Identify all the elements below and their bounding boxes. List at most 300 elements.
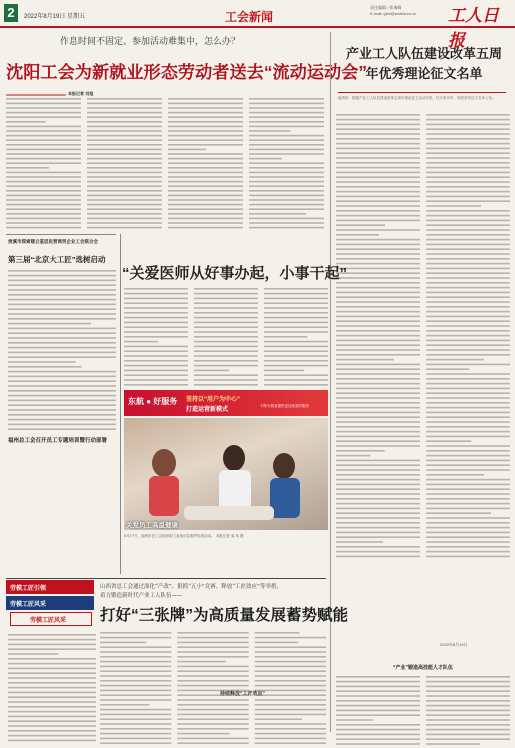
text-line [177,738,248,740]
text-line [336,114,420,116]
text-line [255,661,326,663]
left-headline: 第三届“北京大工匠”选树启动 [8,255,106,264]
text-line [336,705,420,707]
text-line [426,287,510,289]
bottom-right-title: “产业”锻造高技能人才队伍 [392,665,453,671]
text-line [168,208,243,210]
text-line [336,460,420,462]
text-line [87,227,162,229]
text-line [8,380,116,382]
text-line [426,128,510,130]
text-line [426,215,510,217]
text-line [336,133,420,135]
text-line [426,517,510,519]
text-line [8,395,116,397]
text-line [264,346,328,348]
text-line [336,325,420,327]
text-line [100,680,171,682]
text-line [100,670,171,672]
text-line [255,651,326,653]
text-line [426,340,510,342]
text-line [100,642,146,644]
text-line [249,195,324,197]
text-line [168,98,243,100]
bl-title: 劳模工匠风采 [30,618,67,624]
text-line [177,714,248,716]
text-line [264,293,328,295]
text-line [8,275,116,277]
text-line [336,234,379,236]
center-text-columns [124,284,328,386]
text-line [249,107,324,109]
lead-headline: 沈阳工会为新就业形态劳动者送去“流动运动会” [6,62,367,82]
text-line [8,390,116,392]
text-line [336,397,420,399]
text-line [264,336,307,338]
text-line [426,464,510,466]
text-line [336,124,420,126]
text-line [87,139,162,141]
text-line [194,298,258,300]
text-line [6,172,81,174]
text-line [336,676,420,678]
bl-label: 劳模工匠风采 [10,602,47,608]
text-line [124,307,188,309]
text-line [426,536,510,538]
text-line [87,181,162,183]
text-line [8,356,116,358]
text-line [426,686,510,688]
text-line [426,734,510,736]
text-line [426,354,510,356]
text-line [194,365,258,367]
text-line [8,323,91,325]
text-line [426,503,510,505]
page-number: 2 [4,4,18,22]
text-line [124,379,188,381]
text-line [426,392,510,394]
text-line [336,292,420,294]
text-line [8,347,116,349]
text-line [249,116,324,118]
text-line [8,682,96,684]
text-line [336,258,420,260]
text-line [336,455,370,457]
text-line [336,522,420,524]
text-line [177,651,248,653]
text-line [168,121,243,123]
text-line [336,508,420,510]
text-line [426,311,510,313]
text-line [177,670,248,672]
text-line [6,116,81,118]
text-line [6,218,81,220]
text-line [6,158,81,160]
text-line [100,632,171,634]
text-line [6,144,81,146]
text-line [426,421,510,423]
text-line [6,195,81,197]
text-line [426,224,510,226]
text-line [6,199,81,201]
text-line [426,186,510,188]
text-line [6,162,81,164]
text-line [255,642,299,644]
text-line [336,431,420,433]
text-line [426,210,510,212]
issue-date: 2022年8月19日 星期五 [24,14,86,20]
bottom-banner-text: 劳模工匠引领 [10,586,47,592]
text-line [8,376,116,378]
text-line [336,681,420,683]
text-line [168,116,243,118]
text-line [124,322,188,324]
text-line [426,200,510,202]
text-line [255,690,326,692]
text-line [8,424,116,426]
text-line [124,293,188,295]
text-line [336,181,420,183]
text-line [249,172,324,174]
text-line [426,436,510,438]
text-line [264,374,328,376]
text-line [87,149,162,151]
text-line [336,551,420,553]
text-line [8,318,116,320]
text-line [8,653,58,655]
left-text-column [8,266,116,578]
text-line [336,277,420,279]
text-line [87,158,162,160]
text-line [264,384,328,386]
text-line [8,371,116,373]
text-line [249,98,324,100]
text-line [255,704,326,706]
text-line [264,307,328,309]
date-note: 2022年8月19日 [440,642,468,647]
text-line [264,322,328,324]
text-line [100,656,171,658]
text-line [124,355,188,357]
text-line [168,130,243,132]
text-line [194,374,258,376]
text-line [255,656,326,658]
bottom-text-columns [100,628,326,746]
text-line [100,733,171,735]
text-line [249,227,324,229]
text-line [336,205,420,207]
promo-tag: 不断为旅客提供更加优质的服务 [260,404,309,408]
text-line [426,695,510,697]
text-line [168,222,243,224]
text-line [336,138,420,140]
text-line [8,328,116,330]
text-line [8,270,116,272]
text-line [426,484,510,486]
text-line [336,440,420,442]
text-line [168,227,243,229]
text-line [336,734,420,736]
text-line [249,112,324,114]
text-line [255,742,326,744]
text-line [336,743,420,745]
text-line [426,546,510,548]
text-line [168,199,243,201]
text-line [124,350,188,352]
text-line [8,716,96,718]
text-line [336,546,420,548]
text-line [177,742,248,744]
lead-byline: 本报记者 刘旭 [68,91,94,96]
text-line [8,332,116,334]
text-line [8,696,96,698]
text-line [177,733,229,735]
text-line [336,536,420,538]
text-line [426,729,510,731]
text-line [6,153,81,155]
photo-illustration [124,418,328,530]
text-line [255,646,326,648]
text-line [336,700,420,702]
text-line [336,335,420,337]
text-line [87,135,162,137]
text-line [168,112,243,114]
text-line [168,139,243,141]
text-line [194,384,258,386]
text-line [426,388,510,390]
text-line [426,498,510,500]
text-line [8,720,96,722]
text-line [194,341,258,343]
bottom-right-text [336,672,510,746]
text-line [426,714,510,716]
text-line [426,724,510,726]
text-line [194,331,258,333]
text-line [87,121,162,123]
text-line [426,167,510,169]
text-line [426,532,510,534]
text-line [426,234,510,236]
text-line [336,368,420,370]
text-line [249,167,324,169]
text-line [177,699,248,701]
text-line [8,308,116,310]
text-line [124,384,188,386]
text-line [264,331,328,333]
text-line [249,185,324,187]
text-line [264,312,328,314]
text-line [87,172,162,174]
text-line [336,224,385,226]
text-line [426,378,510,380]
left-subhead: 福州总工会召开员工专题培训暨行动部署 [8,438,108,444]
photo-caption-title: 关爱员工高温健康 [126,522,178,529]
text-line [336,373,420,375]
text-line [124,298,188,300]
text-line [336,162,420,164]
text-line [100,637,171,639]
text-line [6,139,81,141]
text-line [8,414,116,416]
text-line [6,130,81,132]
text-line [336,148,420,150]
text-line [6,176,81,178]
text-line [426,416,510,418]
text-line [194,326,258,328]
text-line [336,686,420,688]
text-line [177,685,248,687]
text-line [336,527,420,529]
text-line [336,729,420,731]
text-line [336,541,383,543]
text-line [426,368,469,370]
text-line [426,349,510,351]
text-line [426,359,484,361]
text-line [8,687,96,689]
text-line [255,728,326,730]
text-line [426,272,510,274]
text-line [264,288,328,290]
text-line [194,317,258,319]
text-line [8,299,116,301]
text-line [255,694,326,696]
text-line [168,204,243,206]
text-line [249,130,290,132]
text-line [336,311,420,313]
text-line [426,119,510,121]
text-line [8,313,116,315]
text-line [426,479,510,481]
text-line [336,695,420,697]
text-line [336,714,420,716]
text-line [194,379,258,381]
news-photo [124,418,328,530]
text-line [426,676,510,678]
text-line [100,723,171,725]
text-line [6,103,81,105]
text-line [6,149,81,151]
text-line [8,735,96,737]
text-line [336,512,420,514]
text-line [336,287,420,289]
text-line [336,176,420,178]
text-line [426,196,510,198]
text-line [336,469,420,471]
text-line [168,162,243,164]
text-line [100,718,171,720]
text-line [168,144,243,146]
text-line [255,680,326,682]
text-line [255,738,326,740]
text-line [426,551,510,553]
text-line [426,176,510,178]
text-line [336,239,420,241]
text-line [426,330,510,332]
text-line [426,292,510,294]
text-line [426,412,510,414]
text-line [264,317,328,319]
text-line [255,699,326,701]
bottom-subhead: 持续释放“工匠效应” [220,691,266,697]
text-line [426,445,510,447]
text-line [87,167,162,169]
text-line [336,306,420,308]
text-line [177,680,248,682]
text-line [426,541,510,543]
text-line [168,181,243,183]
text-line [255,709,326,711]
text-line [426,373,510,375]
text-line [336,738,420,740]
text-line [264,365,328,367]
text-line [264,341,328,343]
text-line [100,651,171,653]
text-line [336,426,420,428]
text-line [124,370,188,372]
text-line [100,646,171,648]
text-line [426,268,510,270]
text-line [426,152,510,154]
text-line [168,195,243,197]
text-line [336,364,420,366]
text-line [336,268,420,270]
right-box-title: 产业工人队伍建设改革五周年优秀理论征文名单 [345,46,502,81]
text-line [177,661,226,663]
text-line [249,176,324,178]
text-line [249,158,282,160]
text-line [124,302,188,304]
text-line [336,445,420,447]
text-line [426,397,510,399]
text-line [87,162,162,164]
text-line [249,139,324,141]
text-line [87,153,162,155]
text-line [336,186,420,188]
text-line [336,301,420,303]
text-line [426,450,510,452]
text-line [87,130,162,132]
text-line [6,222,81,224]
text-line [336,244,420,246]
text-line [87,218,162,220]
text-line [336,152,420,154]
text-line [177,637,248,639]
text-line [426,143,510,145]
text-line [6,112,81,114]
text-line [336,349,420,351]
text-line [336,450,385,452]
text-line [426,700,510,702]
text-line [194,322,258,324]
text-line [87,195,162,197]
text-line [6,107,81,109]
text-line [124,346,188,348]
text-line [124,288,188,290]
text-line [255,723,326,725]
text-line [426,205,481,207]
text-line [194,360,258,362]
text-line [100,690,171,692]
text-line [336,119,420,121]
text-line [336,128,420,130]
text-line [168,103,243,105]
text-line [8,711,96,713]
text-line [336,421,420,423]
text-line [336,388,420,390]
text-line [87,107,162,109]
newspaper-logo: 工人日报 [448,6,499,50]
text-line [168,107,243,109]
